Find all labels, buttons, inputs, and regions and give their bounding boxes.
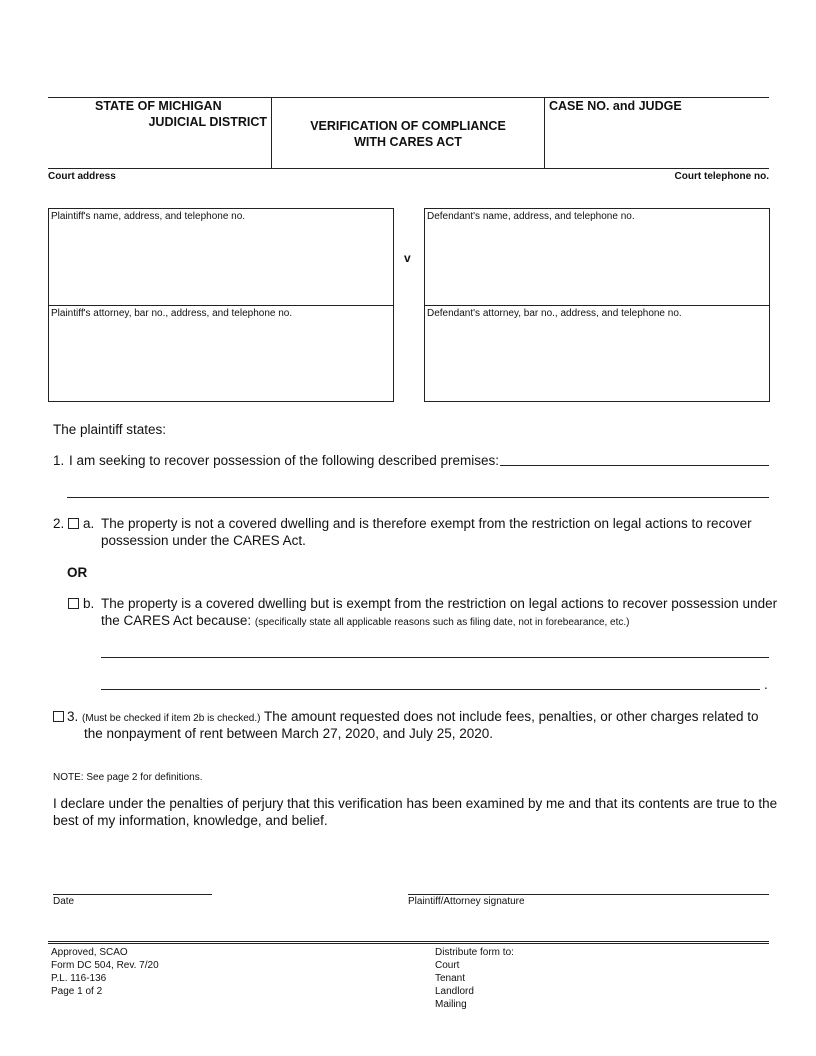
premises-input-line[interactable]: [67, 497, 769, 498]
item2-number: 2.: [53, 516, 65, 531]
item3-line1: [67, 709, 759, 724]
item2b-note: (specifically state all applicable reasons such as filing date, not in forebearance, etc.): [254, 617, 630, 628]
item3-text: the nonpayment of rent between March 27, 2020, and July 25, 2020.: [84, 726, 494, 741]
item2b-text: [101, 613, 630, 628]
form-info: [51, 946, 159, 998]
item2b-text-line2: the CARES Act because:: [101, 613, 252, 628]
or-label: OR: [67, 565, 88, 580]
date-label: Date: [53, 896, 75, 907]
form-title-line2: WITH CARES ACT: [354, 135, 462, 149]
signature-label: Plaintiff/Attorney signature: [408, 896, 525, 907]
form-number: Form DC 504, Rev. 7/20: [51, 960, 159, 971]
item2a-letter: a.: [83, 516, 95, 531]
versus-label: v: [404, 251, 411, 265]
distribute-item: Tenant: [435, 973, 466, 984]
period: .: [764, 677, 768, 692]
distribute-heading: Distribute form to:: [435, 947, 514, 958]
item1-number: 1.: [53, 453, 65, 468]
item2a-checkbox[interactable]: [68, 518, 79, 529]
plaintiff-label: Plaintiff's name, address, and telephone no.: [51, 211, 246, 222]
declaration-text: I declare under the penalties of perjury that this verification has been examined by me and that its contents are true to the: [53, 796, 778, 811]
item2a-text: possession under the CARES Act.: [101, 533, 306, 548]
approved-text: Approved, SCAO: [51, 947, 128, 958]
plaintiff-field[interactable]: [48, 208, 394, 306]
defendant-label: Defendant's name, address, and telephone no.: [427, 211, 635, 222]
case-no-label: CASE NO. and JUDGE: [549, 99, 682, 113]
defendant-field[interactable]: [424, 208, 770, 306]
declaration-text: best of my information, knowledge, and belief.: [53, 813, 328, 828]
item3-note: (Must be checked if item 2b is checked.): [82, 713, 261, 724]
reasons-input-line[interactable]: [101, 657, 769, 658]
plaintiff-attorney-label: Plaintiff's attorney, bar no., address, and telephone no.: [51, 308, 293, 319]
signature-input-line[interactable]: [408, 894, 769, 895]
court-telephone-label: Court telephone no.: [674, 171, 769, 182]
form-title-line1: VERIFICATION OF COMPLIANCE: [310, 119, 506, 133]
distribution-list: [435, 946, 514, 1011]
item2b-text: The property is a covered dwelling but is exempt from the restriction on legal actions to recover possession under: [101, 596, 778, 611]
public-law: P.L. 116-136: [51, 973, 107, 984]
distribute-item: Mailing: [435, 999, 467, 1010]
footer-rule: [48, 941, 769, 944]
item2a-text: The property is not a covered dwelling and is therefore exempt from the restriction on legal actions to recover: [101, 516, 752, 531]
court-address-label: Court address: [48, 171, 116, 182]
header-top-rule: [48, 97, 769, 98]
defendant-attorney-label: Defendant's attorney, bar no., address, and telephone no.: [427, 308, 682, 319]
item3-text: The amount requested does not include fees, penalties, or other charges related to: [263, 709, 759, 724]
item2b-checkbox[interactable]: [68, 598, 79, 609]
district-label: JUDICIAL DISTRICT: [148, 115, 267, 129]
item3-checkbox[interactable]: [53, 711, 64, 722]
item3-number: 3.: [67, 709, 79, 724]
premises-input-line[interactable]: [500, 465, 769, 466]
state-label: STATE OF MICHIGAN: [95, 99, 222, 113]
page-number: Page 1 of 2: [51, 986, 103, 997]
date-input-line[interactable]: [53, 894, 212, 895]
distribute-item: Landlord: [435, 986, 474, 997]
header-divider: [544, 97, 545, 168]
defendant-attorney-field[interactable]: [424, 305, 770, 402]
item2b-letter: b.: [83, 596, 95, 611]
plaintiff-attorney-field[interactable]: [48, 305, 394, 402]
item1-text: I am seeking to recover possession of the following described premises:: [69, 453, 499, 468]
header-bottom-rule: [48, 168, 769, 169]
note-text: NOTE: See page 2 for definitions.: [53, 772, 203, 783]
distribute-item: Court: [435, 960, 460, 971]
intro-text: The plaintiff states:: [53, 422, 167, 437]
reasons-input-line[interactable]: [101, 689, 760, 690]
